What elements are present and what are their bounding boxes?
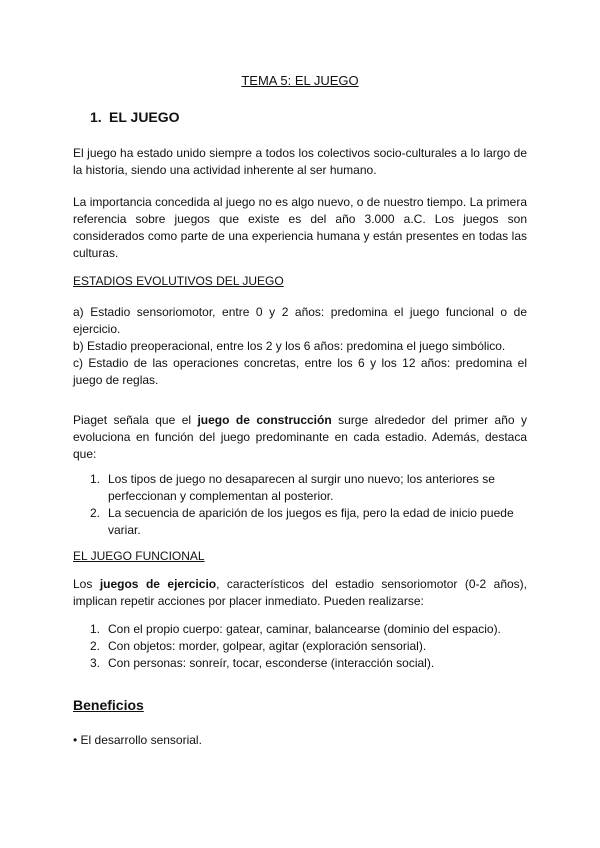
piaget-bold-term: juego de construcción — [197, 413, 332, 427]
list-item — [90, 655, 526, 672]
document-title: TEMA 5: EL JUEGO — [241, 73, 359, 88]
stages-heading: ESTADIOS EVOLUTIVOS DEL JUEGO — [73, 274, 284, 288]
piaget-text-start: Piaget señala que el — [73, 413, 198, 427]
list-item-number: 1. — [90, 622, 101, 636]
list-item-text: Los tipos de juego no desaparecen al surgir uno nuevo; los anteriores se perfeccionan y complementan al posterior. — [108, 472, 495, 503]
intro-paragraph-1: El juego ha estado unido siempre a todos los colectivos socio-culturales a lo largo de la historia, siendo una actividad inherente al ser humano. — [73, 146, 527, 177]
section-heading — [90, 109, 180, 125]
stage-item-c: c) Estadio de las operaciones concretas, entre los 6 y los 12 años: predomina el juego de reglas. — [73, 356, 527, 387]
section-title: EL JUEGO — [109, 109, 180, 125]
list-item — [90, 638, 526, 655]
list-item-text: La secuencia de aparición de los juegos es fija, pero la edad de inicio puede variar. — [108, 506, 514, 537]
piaget-text-end: surge alrededor del primer año y evoluciona en función del juego predominante en cada estadio. Además, destaca que: — [73, 413, 527, 461]
list-item-text: Con el propio cuerpo: gatear, caminar, balancearse (dominio del espacio). — [108, 622, 501, 636]
stage-item-b: b) Estadio preoperacional, entre los 2 y los 6 años: predomina el juego simbólico. — [73, 339, 506, 353]
list-item — [90, 471, 526, 505]
stages-list — [73, 304, 527, 389]
bullet-item: • El desarrollo sensorial. — [73, 733, 202, 747]
piaget-paragraph — [73, 412, 527, 463]
list-item-number: 3. — [90, 656, 101, 670]
list-item — [90, 505, 526, 539]
benefits-heading: Beneficios — [73, 697, 144, 713]
functional-text-end: , característicos del estadio sensoriomotor (0-2 años), implican repetir acciones por placer inmediato. Pueden realizarse: — [73, 577, 527, 608]
section-number: 1. — [90, 109, 102, 125]
functional-points-list — [90, 621, 526, 672]
intro-paragraph-2: La importancia concedida al juego no es algo nuevo, o de nuestro tiempo. La primera referencia sobre juegos que existe es del año 3.000 a.C. Los juegos son considerados como parte de una experiencia humana y están presentes en todas las culturas. — [73, 195, 527, 260]
stage-item-a: a) Estadio sensoriomotor, entre 0 y 2 años: predomina el juego funcional o de ejercicio. — [73, 305, 527, 336]
list-item-text: Con objetos: morder, golpear, agitar (exploración sensorial). — [108, 639, 427, 653]
list-item — [90, 621, 526, 638]
functional-heading: EL JUEGO FUNCIONAL — [73, 549, 205, 563]
list-item-text: Con personas: sonreír, tocar, esconderse (interacción social). — [108, 656, 435, 670]
list-item-number: 2. — [90, 639, 101, 653]
list-item-number: 1. — [90, 472, 101, 486]
functional-text-start: Los — [73, 577, 100, 591]
list-item-number: 2. — [90, 506, 101, 520]
piaget-points-list — [90, 471, 526, 539]
functional-bold-term: juegos de ejercicio — [99, 577, 217, 591]
benefits-list — [73, 733, 202, 747]
functional-paragraph — [73, 576, 527, 610]
